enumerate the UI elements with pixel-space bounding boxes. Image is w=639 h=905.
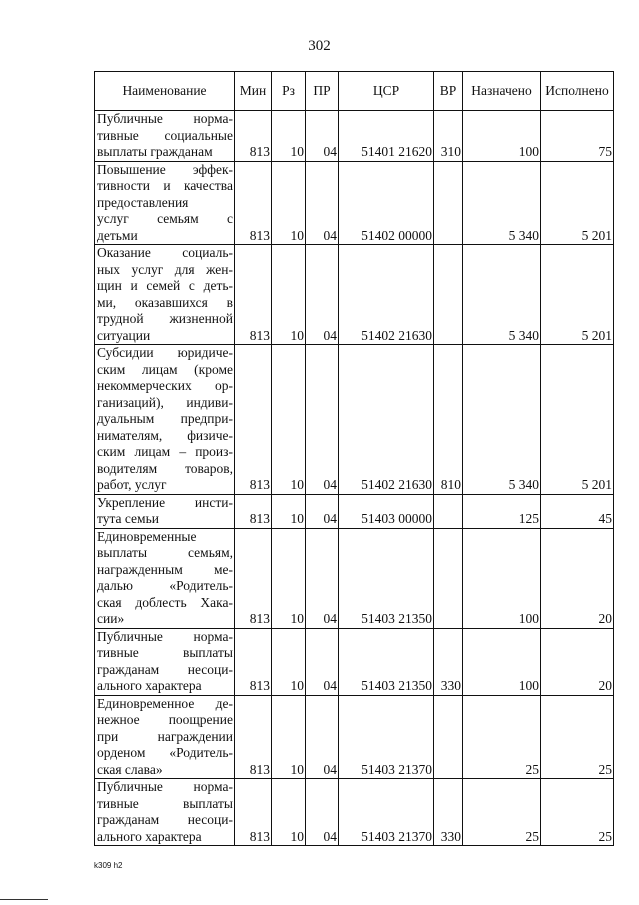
- cell-rz: 10: [272, 779, 306, 846]
- cell-min: 813: [235, 494, 272, 528]
- cell-rz: 10: [272, 345, 306, 495]
- cell-executed: 5 201: [541, 345, 614, 495]
- cell-name-line: Укрепление инсти-: [97, 494, 233, 510]
- table-row: [95, 245, 614, 345]
- header-vr: ВР: [434, 72, 463, 111]
- cell-min: 813: [235, 628, 272, 695]
- cell-min: 813: [235, 528, 272, 628]
- cell-name: [95, 528, 235, 628]
- cell-csr: 51402 21630: [339, 345, 434, 495]
- cell-name-line: ных услуг для жен-: [97, 261, 233, 277]
- cell-csr: 51403 21350: [339, 628, 434, 695]
- cell-pr: 04: [306, 494, 339, 528]
- cell-executed: 75: [541, 111, 614, 162]
- cell-name-line: тивные выплаты: [97, 645, 233, 660]
- cell-vr: 330: [434, 628, 463, 695]
- cell-name-line: Единовременное де-: [97, 695, 233, 711]
- footer-rule: [0, 899, 48, 900]
- cell-csr: 51403 21370: [339, 779, 434, 846]
- cell-rz: 10: [272, 628, 306, 695]
- cell-executed: 25: [541, 779, 614, 846]
- cell-vr: [434, 494, 463, 528]
- cell-name-line: выплаты гражданам: [97, 144, 213, 159]
- cell-assigned: 25: [463, 779, 541, 846]
- cell-min: 813: [235, 111, 272, 162]
- cell-name-line: ми, оказавшихся в: [97, 294, 233, 310]
- cell-name-line: услуг семьям с: [97, 211, 233, 226]
- cell-name-line: Повышение эффек-: [97, 161, 233, 177]
- cell-name-line: выплаты семьям,: [97, 545, 233, 560]
- cell-csr: 51403 21350: [339, 528, 434, 628]
- cell-name: [95, 245, 235, 345]
- cell-name: [95, 111, 235, 162]
- cell-name-line: Единовременные: [97, 528, 197, 544]
- cell-csr: 51403 21370: [339, 695, 434, 779]
- cell-name-line: щин и семей с деть-: [97, 278, 233, 293]
- footer-code: k309 h2: [94, 861, 123, 870]
- cell-rz: 10: [272, 494, 306, 528]
- cell-name-line: гражданам несоци-: [97, 812, 233, 827]
- cell-name: [95, 695, 235, 779]
- cell-pr: 04: [306, 161, 339, 245]
- table-row: [95, 345, 614, 495]
- cell-name-line: нежное поощрение: [97, 712, 233, 727]
- cell-min: 813: [235, 161, 272, 245]
- budget-table: [94, 71, 614, 846]
- cell-name-line: Публичные норма-: [97, 111, 233, 126]
- cell-name-line: некоммерческих ор-: [97, 378, 233, 393]
- cell-name-line: детьми: [97, 227, 138, 243]
- cell-name-line: предоставления: [97, 194, 189, 210]
- cell-name-line: орденом «Родитель-: [97, 745, 233, 760]
- cell-csr: 51402 21630: [339, 245, 434, 345]
- cell-executed: 5 201: [541, 161, 614, 245]
- cell-name-line: Оказание социаль-: [97, 245, 233, 260]
- cell-csr: 51401 21620: [339, 111, 434, 162]
- cell-min: 813: [235, 345, 272, 495]
- cell-name: [95, 628, 235, 695]
- cell-name-line: ального характера: [97, 828, 202, 844]
- table-body: [95, 111, 614, 846]
- header-executed: Исполнено: [541, 72, 614, 111]
- cell-min: 813: [235, 779, 272, 846]
- header-rz: Рз: [272, 72, 306, 111]
- cell-rz: 10: [272, 161, 306, 245]
- cell-vr: [434, 695, 463, 779]
- cell-name-line: ситуации: [97, 327, 151, 343]
- cell-pr: 04: [306, 628, 339, 695]
- table-row: [95, 161, 614, 245]
- cell-vr: [434, 245, 463, 345]
- cell-assigned: 100: [463, 628, 541, 695]
- cell-name-line: работ, услуг: [97, 477, 167, 492]
- cell-name-line: нимателям, физиче-: [97, 427, 233, 443]
- cell-name-line: тута семьи: [97, 511, 159, 526]
- cell-name-line: ская доблесть Хака-: [97, 594, 233, 610]
- cell-rz: 10: [272, 111, 306, 162]
- cell-name-line: ская слава»: [97, 761, 163, 777]
- header-csr: ЦСР: [339, 72, 434, 111]
- cell-rz: 10: [272, 245, 306, 345]
- cell-name-line: тивные социальные: [97, 127, 233, 143]
- header-min: Мин: [235, 72, 272, 111]
- cell-name-line: Публичные норма-: [97, 779, 233, 794]
- header-name: Наименование: [95, 72, 235, 111]
- cell-assigned: 5 340: [463, 245, 541, 345]
- cell-name: [95, 494, 235, 528]
- cell-vr: [434, 161, 463, 245]
- cell-name: [95, 345, 235, 495]
- cell-vr: [434, 528, 463, 628]
- cell-pr: 04: [306, 345, 339, 495]
- cell-name-line: водителям товаров,: [97, 460, 233, 476]
- cell-csr: 51402 00000: [339, 161, 434, 245]
- table-row: [95, 494, 614, 528]
- cell-name-line: тивности и качества: [97, 178, 233, 193]
- cell-csr: 51403 00000: [339, 494, 434, 528]
- cell-name-line: Субсидии юридиче-: [97, 345, 233, 360]
- cell-min: 813: [235, 695, 272, 779]
- table-row: [95, 111, 614, 162]
- cell-executed: 25: [541, 695, 614, 779]
- cell-pr: 04: [306, 528, 339, 628]
- cell-name-line: ским лицам – произ-: [97, 444, 233, 459]
- cell-name-line: Публичные норма-: [97, 628, 233, 644]
- cell-name-line: ганизаций), индиви-: [97, 394, 233, 410]
- table-row: [95, 628, 614, 695]
- cell-pr: 04: [306, 779, 339, 846]
- page-number: 302: [308, 38, 331, 54]
- cell-assigned: 100: [463, 111, 541, 162]
- cell-rz: 10: [272, 695, 306, 779]
- cell-name: [95, 161, 235, 245]
- cell-name-line: тивные выплаты: [97, 795, 233, 811]
- cell-name-line: сии»: [97, 611, 125, 626]
- cell-name-line: далью «Родитель-: [97, 578, 233, 593]
- cell-assigned: 5 340: [463, 161, 541, 245]
- cell-executed: 5 201: [541, 245, 614, 345]
- cell-pr: 04: [306, 111, 339, 162]
- cell-name-line: дуальным предпри-: [97, 411, 233, 426]
- cell-assigned: 100: [463, 528, 541, 628]
- cell-assigned: 125: [463, 494, 541, 528]
- table-row: [95, 779, 614, 846]
- cell-name-line: награжденным ме-: [97, 561, 233, 577]
- cell-name-line: трудной жизненной: [97, 311, 233, 326]
- cell-pr: 04: [306, 245, 339, 345]
- cell-executed: 20: [541, 628, 614, 695]
- table-header-row: [95, 72, 614, 111]
- cell-executed: 45: [541, 494, 614, 528]
- cell-name-line: ального характера: [97, 678, 202, 693]
- cell-executed: 20: [541, 528, 614, 628]
- cell-name-line: при награждении: [97, 728, 233, 744]
- cell-min: 813: [235, 245, 272, 345]
- header-assigned: Назначено: [463, 72, 541, 111]
- table-row: [95, 695, 614, 779]
- cell-vr: 310: [434, 111, 463, 162]
- cell-vr: 810: [434, 345, 463, 495]
- cell-vr: 330: [434, 779, 463, 846]
- cell-name: [95, 779, 235, 846]
- header-pr: ПР: [306, 72, 339, 111]
- cell-assigned: 5 340: [463, 345, 541, 495]
- cell-rz: 10: [272, 528, 306, 628]
- cell-pr: 04: [306, 695, 339, 779]
- cell-assigned: 25: [463, 695, 541, 779]
- table-row: [95, 528, 614, 628]
- cell-name-line: гражданам несоци-: [97, 661, 233, 677]
- cell-name-line: ским лицам (кроме: [97, 361, 233, 377]
